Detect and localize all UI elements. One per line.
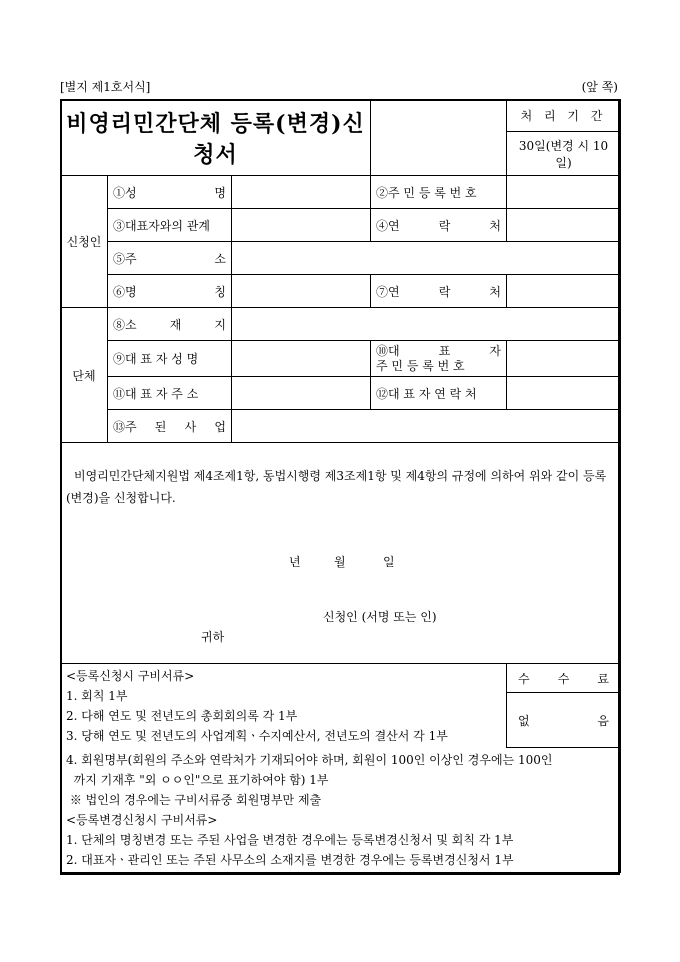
reg-doc-item: 까지 기재후 "외 ㅇㅇ인"으로 표기하여야 함) 1부 (66, 773, 329, 787)
org-contact-label: ⑦연 락 처 (371, 275, 507, 308)
relation-label: ③대표자와의 관계 (108, 209, 232, 242)
chg-doc-item: 1. 단체의 명칭변경 또는 주된 사업을 변경한 경우에는 등록변경신청서 및 회칙 각 1부 (66, 833, 514, 847)
rep-name-field[interactable] (232, 341, 371, 377)
location-label: ⑧소 재 지 (108, 308, 232, 341)
form-title: 비영리민간단체 등록(변경)신청서 (61, 100, 371, 176)
contact-field[interactable] (507, 209, 621, 242)
fee-label: 수 수 료 (507, 664, 621, 693)
rep-name-label: ⑨대 표 자 성 명 (108, 341, 232, 377)
org-name-field[interactable] (232, 275, 371, 308)
date-year: 년 (289, 555, 301, 569)
reg-doc-item: 4. 회원명부(회원의 주소와 연락처가 기재되어야 하며, 회원이 100인 이상인 경우에는 100인 (66, 753, 553, 767)
rep-contact-label: ⑫대 표 자 연 락 처 (371, 377, 507, 410)
documents-section (61, 664, 507, 749)
reg-doc-item: 3. 당해 연도 및 전년도의 사업계획ㆍ수지예산서, 전년도의 결산서 각 1부 (66, 729, 448, 743)
rep-resident-number-field[interactable] (507, 341, 621, 377)
rep-contact-field[interactable] (507, 377, 621, 410)
org-name-label: ⑥명 칭 (108, 275, 232, 308)
location-field[interactable] (232, 308, 621, 341)
applicant-group-label: 신청인 (61, 176, 108, 308)
reg-docs-heading: <등록신청시 구비서류> (66, 669, 195, 683)
reg-doc-item: 2. 다해 연도 및 전년도의 총회회의록 각 1부 (66, 709, 298, 723)
application-form (60, 99, 621, 873)
addressee: 귀하 (201, 630, 225, 644)
contact-label: ④연 락 처 (371, 209, 507, 242)
name-field[interactable] (232, 176, 371, 209)
main-business-field[interactable] (232, 410, 621, 443)
statement-body: 비영리민간단체지원법 제4조제1항, 동법시행령 제3조제1항 및 제4항의 규정에 의하여 위와 같이 등록(변경)을 신청합니다. (66, 469, 607, 505)
org-group-label: 단체 (61, 308, 108, 443)
chg-doc-item: 2. 대표자ㆍ관리인 또는 주된 사무소의 소재지를 변경한 경우에는 등록변경신청서 1부 (66, 853, 514, 867)
statement-section (61, 443, 621, 664)
fee-value: 없 음 (507, 693, 621, 748)
name-label: ①성 명 (108, 176, 232, 209)
address-label: ⑤주 소 (108, 242, 232, 275)
relation-field[interactable] (232, 209, 371, 242)
rep-resident-number-label: ⑩대 표 자 주 민 등 록 번 호 (371, 341, 507, 377)
form-number: [별지 제1호서식] (60, 80, 151, 94)
reg-doc-note: ※ 법인의 경우에는 구비서류중 회원명부만 제출 (66, 793, 322, 807)
rep-address-field[interactable] (232, 377, 371, 410)
page-side-label: (앞 쪽) (581, 80, 618, 94)
processing-period-value: 30일(변경 시 10일) (507, 132, 621, 176)
reg-doc-item: 1. 회칙 1부 (66, 689, 128, 703)
date-day: 일 (383, 555, 395, 569)
resident-number-label: ②주 민 등 록 번 호 (371, 176, 507, 209)
org-contact-field[interactable] (507, 275, 621, 308)
chg-docs-heading: <등록변경신청시 구비서류> (66, 813, 218, 827)
date-month: 월 (334, 555, 346, 569)
processing-period-label: 처 리 기 간 (507, 100, 621, 132)
resident-number-field[interactable] (507, 176, 621, 209)
rep-address-label: ⑪대 표 자 주 소 (108, 377, 232, 410)
documents-continued (61, 748, 621, 873)
main-business-label: ⑬주 된 사 업 (108, 410, 232, 443)
address-field[interactable] (232, 242, 621, 275)
applicant-signature: 신청인 (서명 또는 인) (323, 610, 437, 624)
